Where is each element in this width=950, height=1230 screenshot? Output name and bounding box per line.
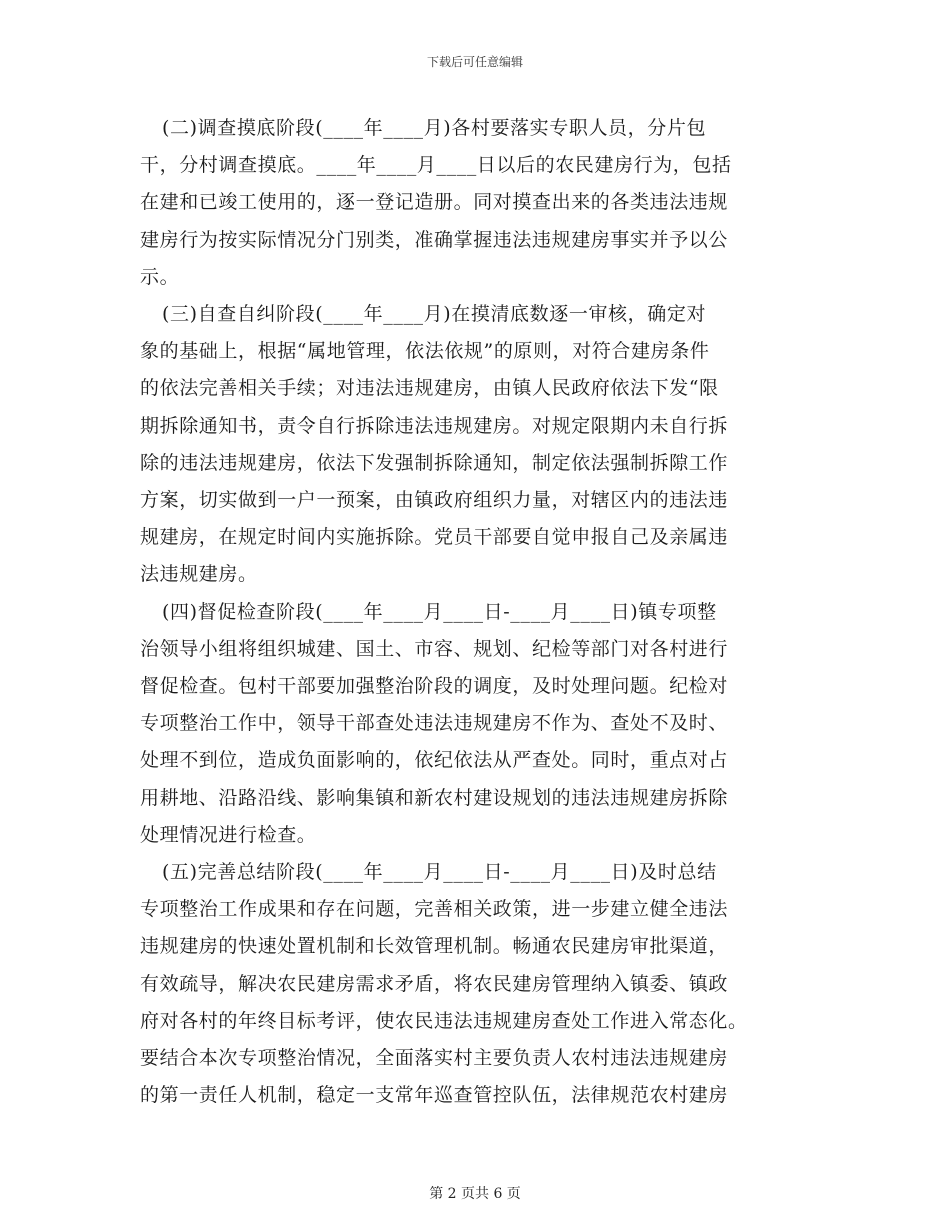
paragraph-line: 象的基础上，根据“属地管理，依法依规”的原则，对符合建房条件 bbox=[140, 340, 710, 363]
paragraph-summary-stage bbox=[140, 854, 810, 1114]
paragraph-line: 法违规建房。 bbox=[140, 563, 258, 586]
paragraph-line: 处理情况进行检查。 bbox=[140, 823, 317, 846]
paragraph-self-check-stage bbox=[140, 296, 810, 594]
paragraph-line: 要结合本次专项整治情况，全面落实村主要负责人农村违法违规建房 bbox=[140, 1047, 729, 1070]
paragraph-line: 方案，切实做到一户一预案，由镇政府组织力量，对辖区内的违法违 bbox=[140, 489, 729, 512]
paragraph-line: 有效疏导，解决农民建房需求矛盾，将农民建房管理纳入镇委、镇政 bbox=[140, 972, 729, 995]
paragraph-line: 专项整治工作成果和存在问题，完善相关政策，进一步建立健全违法 bbox=[140, 898, 729, 921]
paragraph-line: (二)调查摸底阶段(____年____月)各村要落实专职人员，分片包 bbox=[162, 117, 707, 139]
paragraph-line: 处理不到位，造成负面影响的，依纪依法从严查处。同时，重点对占 bbox=[140, 749, 729, 772]
page-header: 下载后可任意编辑 bbox=[426, 55, 523, 69]
paragraph-line: (三)自查自纠阶段(____年____月)在摸清底数逐一审核，确定对 bbox=[162, 303, 707, 326]
paragraph-line: 建房行为按实际情况分门别类，准确掌握违法违规建房事实并予以公 bbox=[140, 228, 729, 251]
paragraph-survey-stage bbox=[140, 110, 810, 296]
paragraph-line: 专项整治工作中，领导干部查处违法违规建房不作为、查处不及时、 bbox=[140, 712, 729, 735]
paragraph-line: 除的违法违规建房，依法下发强制拆除通知，制定依法强制拆隙工作 bbox=[140, 451, 729, 474]
paragraph-line: 在建和已竣工使用的，逐一登记造册。同对摸查出来的各类违法违规 bbox=[140, 191, 729, 214]
paragraph-line: 的第一责任人机制，稳定一支常年巡查管控队伍，法律规范农村建房 bbox=[140, 1084, 729, 1107]
paragraph-line: 的依法完善相关手续；对违法违规建房，由镇人民政府依法下发“限 bbox=[140, 377, 719, 400]
paragraph-line: 违规建房的快速处置机制和长效管理机制。畅通农民建房审批渠道， bbox=[140, 935, 729, 958]
paragraph-line: 期拆除通知书，责令自行拆除违法违规建房。对规定限期内未自行拆 bbox=[140, 414, 729, 437]
paragraph-supervision-stage bbox=[140, 594, 810, 854]
paragraph-line: 府对各村的年终目标考评，使农民违法违规建房查处工作进入常态化。 bbox=[140, 1009, 748, 1032]
paragraph-line: (四)督促检查阶段(____年____月____日-____月____日)镇专项整 bbox=[162, 600, 717, 623]
paragraph-line: 干，分村调查摸底。____年____月____日以后的农民建房行为，包括 bbox=[140, 154, 732, 177]
paragraph-line: 治领导小组将组织城建、国土、市容、规划、纪检等部门对各村进行 bbox=[140, 637, 729, 660]
paragraph-line: 用耕地、沿路沿线、影响集镇和新农村建设规划的违法违规建房拆除 bbox=[140, 786, 729, 809]
paragraph-line: 督促检查。包村干部要加强整治阶段的调度，及时处理问题。纪检对 bbox=[140, 675, 729, 698]
document-body bbox=[140, 110, 810, 1114]
paragraph-line: (五)完善总结阶段(____年____月____日-____月____日)及时总结 bbox=[162, 861, 717, 884]
paragraph-line: 示。 bbox=[140, 265, 180, 288]
page-footer: 第 2 页共 6 页 bbox=[429, 1186, 521, 1202]
paragraph-line: 规建房，在规定时间内实施拆除。党员干部要自觉申报自己及亲属违 bbox=[140, 526, 729, 549]
